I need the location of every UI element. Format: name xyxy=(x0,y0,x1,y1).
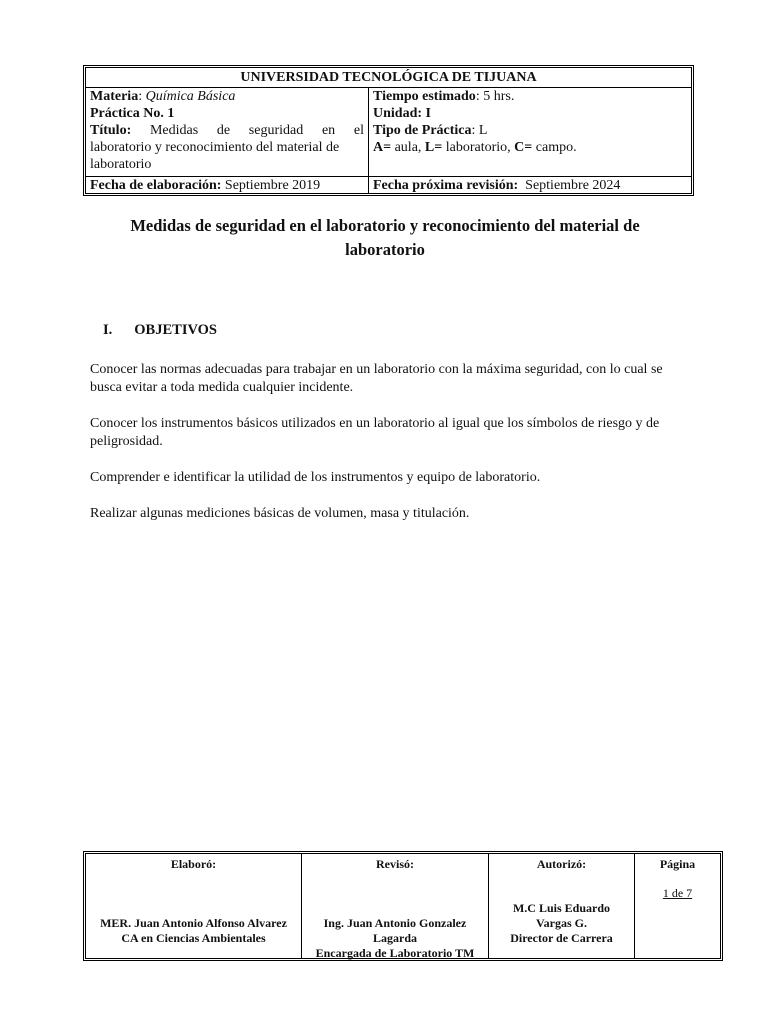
fecha-revision: Fecha próxima revisión: Septiembre 2024 xyxy=(373,178,621,193)
header-right-cell xyxy=(369,88,691,176)
autorizo-cell: Autorizó: M.C Luis Eduardo Vargas G. Director de Carrera xyxy=(489,854,635,958)
objective-paragraph: Comprender e identificar la utilidad de los instrumentos y equipo de laboratorio. xyxy=(90,470,541,485)
elaboro-cell xyxy=(86,854,302,958)
objective-paragraph: Conocer los instrumentos básicos utilizados en un laboratorio al igual que los símbolos de riesgo y de peligrosidad. xyxy=(90,416,660,449)
objective-paragraph: Conocer las normas adecuadas para trabajar en un laboratorio con la máxima seguridad, con lo cual se busca evitar a toda medida cualquier incidente. xyxy=(90,362,663,395)
header-left-cell xyxy=(86,88,369,176)
signature-table xyxy=(83,851,723,961)
header-table xyxy=(83,65,694,196)
university-title: UNIVERSIDAD TECNOLÓGICA DE TIJUANA xyxy=(86,68,691,88)
pagina-label: Página xyxy=(659,857,696,871)
page-number: 1 de 7 xyxy=(662,886,693,900)
unidad-row: Unidad: I xyxy=(373,106,431,121)
section-title: OBJETIVOS xyxy=(134,322,217,338)
fecha-elaboracion: Fecha de elaboración: Septiembre 2019 xyxy=(86,177,369,194)
titulo-row: Título: Medidas de seguridad en el xyxy=(90,123,364,138)
reviso-cell: Revisó: Ing. Juan Antonio Gonzalez Lagarda Encargada de Laboratorio TM xyxy=(302,854,489,958)
reviso-label: Revisó: xyxy=(376,857,414,871)
pagina-cell xyxy=(635,854,720,958)
titulo-line3: laboratorio xyxy=(90,157,152,172)
document-title: Medidas de seguridad en el laboratorio y reconocimiento del material de laboratorio xyxy=(130,216,640,259)
materia-row: Materia: Química Básica xyxy=(90,89,236,104)
elaboro-name: MER. Juan Antonio Alfonso Alvarez xyxy=(100,916,287,930)
tiempo-row: Tiempo estimado: 5 hrs. xyxy=(373,89,515,104)
practica-row: Práctica No. 1 xyxy=(90,106,175,121)
titulo-line2: laboratorio y reconocimiento del material de xyxy=(90,140,340,155)
section-heading xyxy=(103,322,217,339)
leyenda-row: A= aula, L= laboratorio, C= campo. xyxy=(373,140,577,155)
autorizo-title: Director de Carrera xyxy=(510,931,613,945)
objective-paragraph: Realizar algunas mediciones básicas de volumen, masa y titulación. xyxy=(90,506,470,521)
reviso-name: Ing. Juan Antonio Gonzalez xyxy=(323,916,467,930)
autorizo-label: Autorizó: xyxy=(536,857,587,871)
materia-value: Química Básica xyxy=(145,89,236,104)
elaboro-title: CA en Ciencias Ambientales xyxy=(121,931,266,945)
tipo-row: Tipo de Práctica: L xyxy=(373,123,488,138)
elaboro-label: Elaboró: xyxy=(170,857,217,871)
reviso-title: Encargada de Laboratorio TM xyxy=(315,946,475,960)
section-number: I. xyxy=(103,322,113,338)
autorizo-name: M.C Luis Eduardo xyxy=(512,901,611,915)
